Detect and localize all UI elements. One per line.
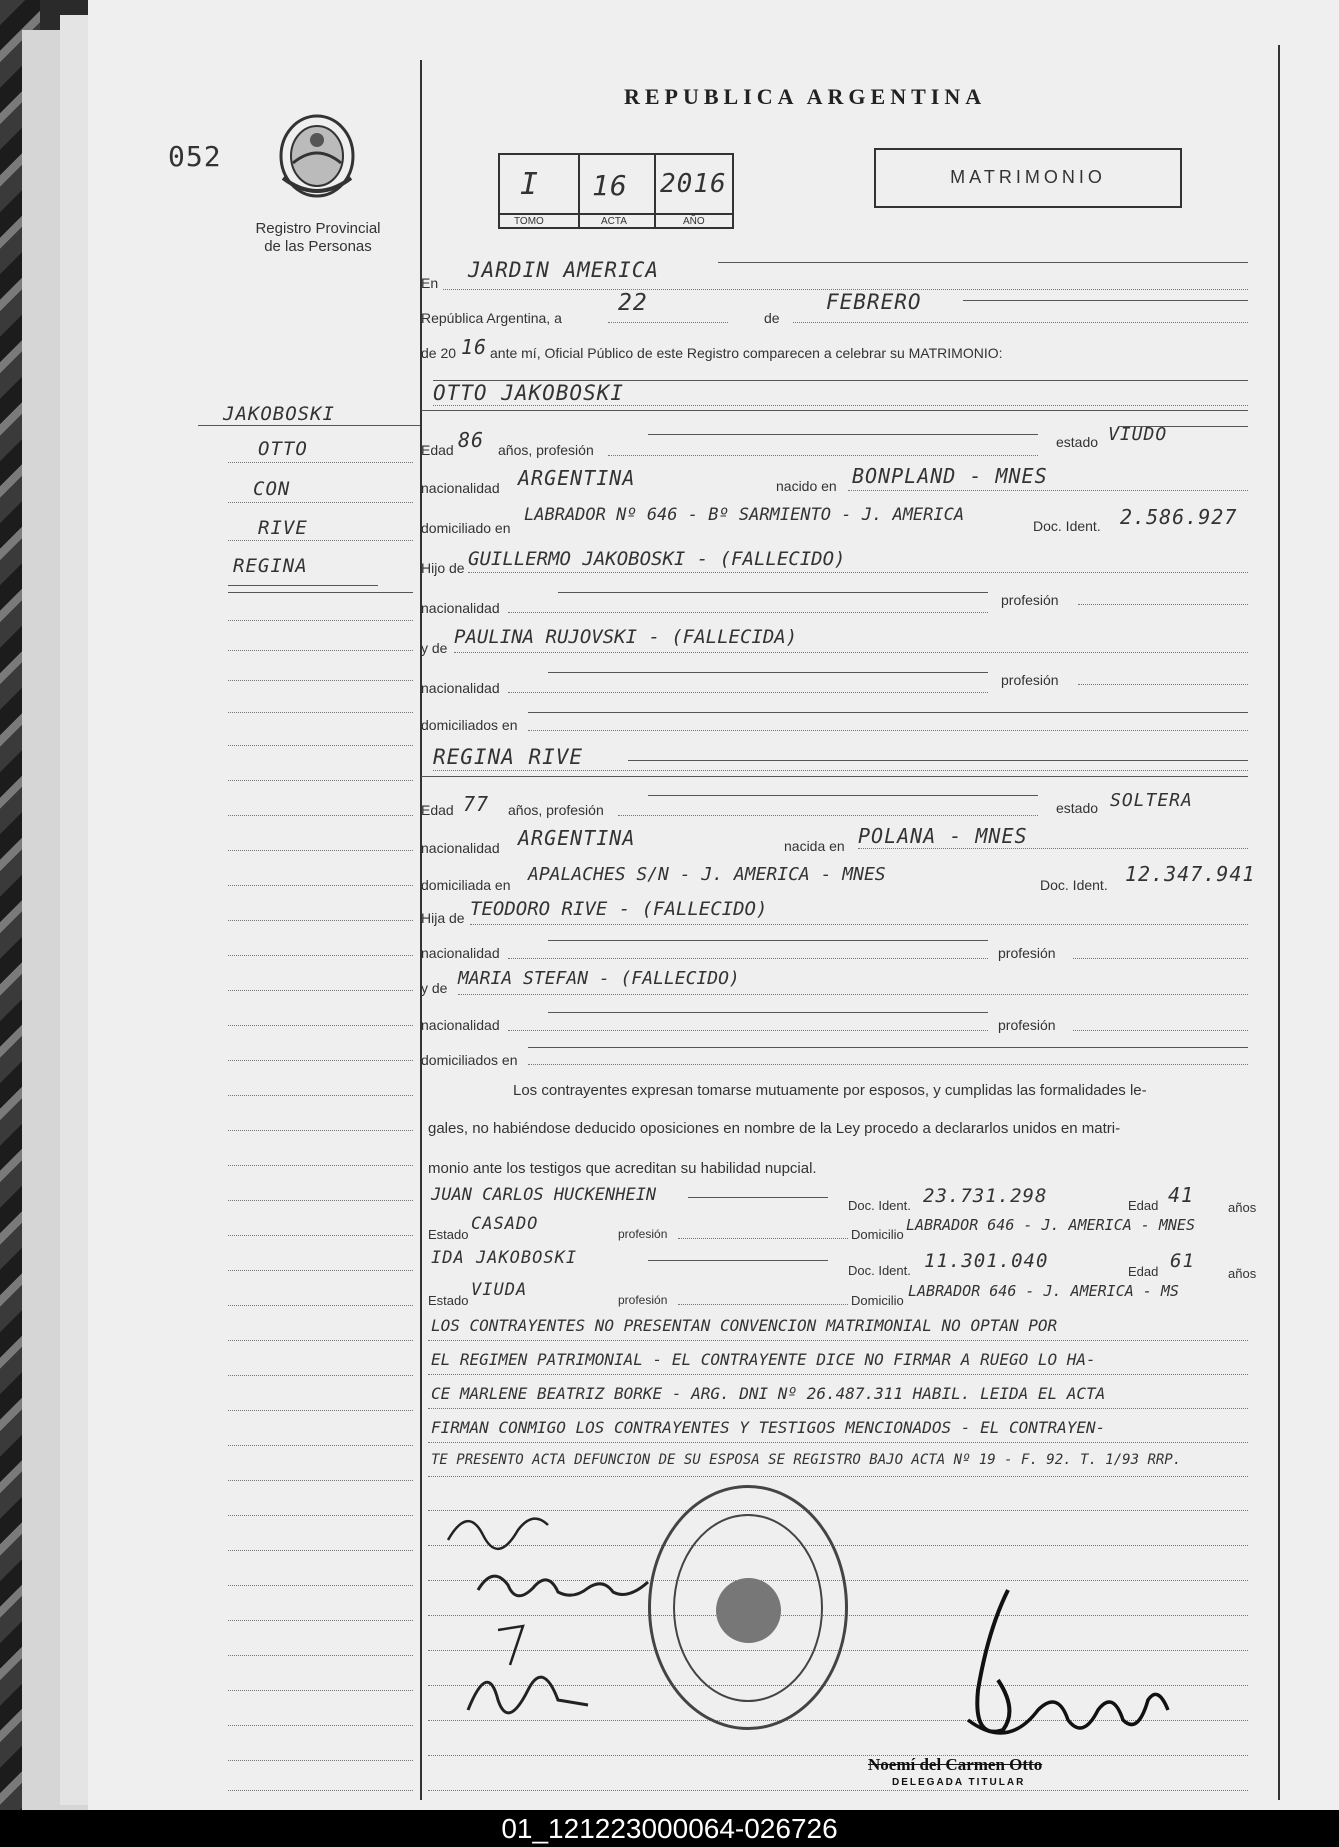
place: JARDIN AMERICA <box>468 258 660 282</box>
declaration-text: ante mí, Oficial Público de este Registro comparecen a celebrar su MATRIMONIO: <box>490 345 1003 361</box>
note-line-4: FIRMAN CONMIGO LOS CONTRAYENTES Y TESTIGOS MENCIONADOS - EL CONTRAYEN- <box>431 1418 1106 1437</box>
groom-doc-label: Doc. Ident. <box>1033 518 1101 534</box>
de-label: de <box>764 310 780 326</box>
provincial-seal-icon <box>273 108 361 208</box>
groom-hijo-label: Hijo de <box>421 560 465 576</box>
tomo-acta-box <box>498 153 734 229</box>
ano-label: AÑO <box>683 216 705 227</box>
day: 22 <box>618 290 648 316</box>
statement-line1: Los contrayentes expresan tomarse mutuamente por esposos, y cumplidas las formalidades le- <box>513 1082 1147 1099</box>
bride-domicilio: APALACHES S/N - J. AMERICA - MNES <box>528 864 886 885</box>
groom-birthplace: BONPLAND - MNES <box>852 464 1048 488</box>
note-line-1: LOS CONTRAYENTES NO PRESENTAN CONVENCION MATRIMONIAL NO OPTAN POR <box>431 1316 1058 1335</box>
en-label: En <box>421 275 439 291</box>
groom-father: GUILLERMO JAKOBOSKI - (FALLECIDO) <box>468 548 846 570</box>
witness1-name: JUAN CARLOS HUCKENHEIN <box>431 1185 657 1205</box>
bride-estado-label: estado <box>1056 800 1099 816</box>
statement-line2: gales, no habiéndose deducido oposiciones en nombre de la Ley procedo a declararlos unidos en matri- <box>428 1120 1121 1137</box>
official-title: DELEGADA TITULAR <box>892 1777 1026 1788</box>
groom-anos-profesion-label: años, profesión <box>498 442 594 458</box>
groom-name: OTTO JAKOBOSKI <box>433 381 625 405</box>
registry-name-line1: Registro Provincial <box>255 220 381 237</box>
registry-name-line2: de las Personas <box>264 238 372 255</box>
witness2-domicilio: LABRADOR 646 - J. AMERICA - MS <box>908 1282 1179 1300</box>
witness1-domicilio: LABRADOR 646 - J. AMERICA - MNES <box>906 1216 1195 1234</box>
bride-birthplace: POLANA - MNES <box>858 824 1028 848</box>
bride-estado: SOLTERA <box>1110 790 1193 811</box>
official-signature <box>948 1570 1188 1770</box>
country-title: REPUBLICA ARGENTINA <box>624 84 987 109</box>
official-name: Noemí del Carmen Otto <box>868 1755 1043 1774</box>
bride-age: 77 <box>463 792 490 816</box>
contrayentes-signatures <box>438 1500 678 1740</box>
groom-edad-label: Edad <box>421 442 454 458</box>
margin-surname-bride: RIVE <box>258 517 308 539</box>
bride-doc: 12.347.941 <box>1125 862 1256 886</box>
witness2-doc-label: Doc. Ident. <box>848 1263 911 1278</box>
witness2-profesion-label: profesión <box>618 1293 668 1307</box>
act-type: MATRIMONIO <box>950 167 1106 187</box>
witness1-domicilio-label: Domicilio <box>851 1227 904 1242</box>
witness1-age: 41 <box>1168 1183 1195 1207</box>
groom-doc: 2.586.927 <box>1120 505 1238 529</box>
bride-profesion-mother-label: profesión <box>998 1017 1056 1033</box>
witness1-estado: CASADO <box>471 1214 539 1234</box>
groom-nacionalidad: ARGENTINA <box>518 466 636 490</box>
official-stamp <box>648 1485 848 1730</box>
groom-nacionalidad3-label: nacionalidad <box>421 680 500 696</box>
bride-father: TEODORO RIVE - (FALLECIDO) <box>470 898 768 920</box>
bride-nacionalidad: ARGENTINA <box>518 826 636 850</box>
ano-value: 2016 <box>660 169 727 199</box>
witness2-domicilio-label: Domicilio <box>851 1293 904 1308</box>
groom-estado: VIUDO <box>1108 424 1168 445</box>
bride-name: REGINA RIVE <box>433 745 584 769</box>
year-prefix-label: de 20 <box>421 345 457 361</box>
month: FEBRERO <box>826 290 922 314</box>
groom-yde-label: y de <box>421 640 448 656</box>
margin-name-groom: OTTO <box>258 438 308 460</box>
bride-nacida-label: nacida en <box>784 838 845 854</box>
witness2-estado: VIUDA <box>471 1280 528 1300</box>
bride-nacionalidad3-label: nacionalidad <box>421 1017 500 1033</box>
groom-nacionalidad-label: nacionalidad <box>421 480 500 496</box>
witness2-anos-label: años <box>1228 1266 1257 1281</box>
margin-surname-groom: JAKOBOSKI <box>223 403 335 425</box>
bride-domicilio-label: domiciliada en <box>421 877 511 893</box>
witness2-edad-label: Edad <box>1128 1264 1159 1279</box>
bride-profesion-father-label: profesión <box>998 945 1056 961</box>
groom-nacionalidad2-label: nacionalidad <box>421 600 500 616</box>
margin-con: CON <box>253 478 291 500</box>
bride-nacionalidad-label: nacionalidad <box>421 840 500 856</box>
witness1-anos-label: años <box>1228 1200 1257 1215</box>
folio-number: 052 <box>168 140 222 173</box>
tomo-label: TOMO <box>514 216 544 227</box>
act-type-box <box>874 148 1182 208</box>
note-line-3: CE MARLENE BEATRIZ BORKE - ARG. DNI Nº 26.487.311 HABIL. LEIDA EL ACTA <box>431 1384 1106 1403</box>
document-page <box>88 0 1339 1810</box>
witness1-edad-label: Edad <box>1128 1198 1159 1213</box>
acta-value: 16 <box>592 169 628 202</box>
bride-mother: MARIA STEFAN - (FALLECIDO) <box>458 968 740 989</box>
acta-label: ACTA <box>601 216 627 227</box>
margin-name-bride: REGINA <box>233 555 308 577</box>
bride-yde-label: y de <box>421 980 448 996</box>
groom-domicilio-label: domiciliado en <box>421 520 511 536</box>
bride-domiciliados-label: domiciliados en <box>421 1052 518 1068</box>
note-line-2: EL REGIMEN PATRIMONIAL - EL CONTRAYENTE DICE NO FIRMAR A RUEGO LO HA- <box>431 1350 1096 1369</box>
note-line-5: TE PRESENTO ACTA DEFUNCION DE SU ESPOSA SE REGISTRO BAJO ACTA Nº 19 - F. 92. T. 1/93 RRP. <box>431 1452 1182 1468</box>
tomo-value: I <box>520 167 540 202</box>
groom-profesion-father-label: profesión <box>1001 592 1059 608</box>
witness1-doc: 23.731.298 <box>923 1185 1048 1207</box>
document-id-caption: 01_121223000064-026726 <box>501 1813 838 1844</box>
bride-hija-label: Hija de <box>421 910 465 926</box>
groom-mother: PAULINA RUJOVSKI - (FALLECIDA) <box>454 626 798 648</box>
witness2-age: 61 <box>1170 1250 1195 1272</box>
groom-profesion-mother-label: profesión <box>1001 672 1059 688</box>
stamp-emblem-icon <box>716 1578 781 1643</box>
groom-nacido-label: nacido en <box>776 478 837 494</box>
bride-doc-label: Doc. Ident. <box>1040 877 1108 893</box>
groom-domicilio: LABRADOR Nº 646 - Bº SARMIENTO - J. AMERICA <box>524 505 965 525</box>
witness2-doc: 11.301.040 <box>924 1250 1049 1272</box>
witness2-estado-label: Estado <box>428 1293 469 1308</box>
witness1-estado-label: Estado <box>428 1227 469 1242</box>
republica-label: República Argentina, a <box>421 310 562 326</box>
right-border <box>1278 45 1280 1800</box>
groom-age: 86 <box>458 428 485 452</box>
witness2-name: IDA JAKOBOSKI <box>431 1248 578 1268</box>
year-suffix: 16 <box>461 335 488 359</box>
bride-nacionalidad2-label: nacionalidad <box>421 945 500 961</box>
witness1-doc-label: Doc. Ident. <box>848 1198 911 1213</box>
bride-edad-label: Edad <box>421 802 454 818</box>
bride-anos-profesion-label: años, profesión <box>508 802 604 818</box>
groom-estado-label: estado <box>1056 434 1099 450</box>
witness1-profesion-label: profesión <box>618 1227 668 1241</box>
groom-domiciliados-label: domiciliados en <box>421 717 518 733</box>
statement-line3: monio ante los testigos que acreditan su habilidad nupcial. <box>428 1160 817 1177</box>
